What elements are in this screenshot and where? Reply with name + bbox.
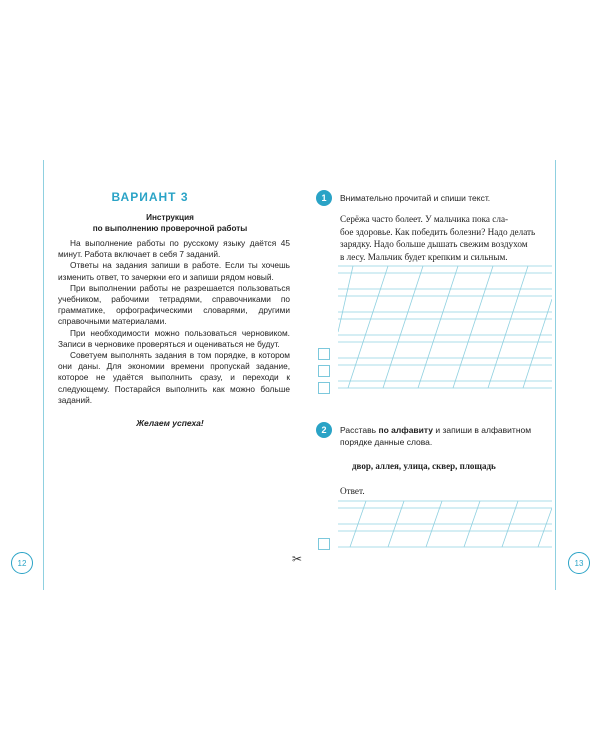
task-2-writing-lines[interactable] — [338, 498, 552, 550]
text-line: Серёжа часто болеет. У мальчика пока сла- — [340, 214, 509, 224]
page-number-left: 12 — [11, 552, 33, 574]
text-line: бое здоровье. Как победить болезни? Надо делать — [340, 226, 536, 237]
instruction-title — [50, 212, 290, 234]
instr-line-2: порядке данные слова. — [340, 437, 433, 447]
instruction-paragraph: Советуем выполнять задания в том порядке, в котором они даны. Для экономии времени пропускай задание, которое не удаётся выполнить сразу, и переходи к следующему. Постарайся выполнить как можно больше заданий. — [58, 350, 290, 405]
score-checkbox[interactable] — [318, 365, 330, 377]
task-1-writing-lines[interactable] — [338, 262, 552, 392]
instruction-body — [58, 238, 290, 406]
left-page — [0, 160, 303, 590]
text-line: в лесу. Мальчик будет крепким и сильным. — [340, 251, 508, 262]
task-1-badge: 1 — [316, 190, 332, 206]
answer-label: Ответ. — [340, 486, 365, 496]
score-checkbox[interactable] — [318, 382, 330, 394]
margin-line — [555, 160, 556, 590]
page-number-right: 13 — [568, 552, 590, 574]
score-checkbox[interactable] — [318, 538, 330, 550]
instruction-title-line-2: по выполнению проверочной работы — [92, 224, 248, 233]
instruction-paragraph: При выполнении работы не разрешается пользоваться учебником, рабочими тетрадями, справочниками по грамматике, орфографическими словарями, другими справочными материалами. — [58, 282, 290, 327]
margin-line — [43, 160, 44, 590]
task-2-badge: 2 — [316, 422, 332, 438]
instruction-title-line-1: Инструкция — [146, 213, 194, 222]
instruction-paragraph: При необходимости можно пользоваться черновиком. Записи в черновике проверяться и оцениваться не будут. — [58, 327, 290, 349]
score-checkbox[interactable] — [318, 348, 330, 360]
task-2-words: двор, аллея, улица, сквер, площадь — [352, 461, 496, 471]
variant-title: ВАРИАНТ 3 — [111, 190, 189, 204]
wish-text: Желаем успеха! — [136, 418, 204, 428]
instruction-paragraph: На выполнение работы по русскому языку даётся 45 минут. Работа включает в себя 7 заданий. — [58, 238, 290, 260]
instruction-paragraph: Ответы на задания запиши в работе. Если ты хочешь изменить ответ, то зачеркни его и запиши рядом новый. — [58, 260, 290, 282]
text-line: зарядку. Надо больше дышать свежим воздухом — [340, 239, 528, 249]
task-2-instruction — [340, 424, 555, 448]
right-page — [300, 160, 600, 590]
task-1-text — [340, 213, 555, 263]
task-1-instruction: Внимательно прочитай и спиши текст. — [340, 193, 491, 203]
scissors-icon: ✂ — [292, 552, 303, 566]
instr-part: и запиши в алфавитном — [433, 425, 532, 435]
instr-part: Расставь — [340, 425, 379, 435]
instr-bold: по алфавиту — [378, 425, 433, 435]
